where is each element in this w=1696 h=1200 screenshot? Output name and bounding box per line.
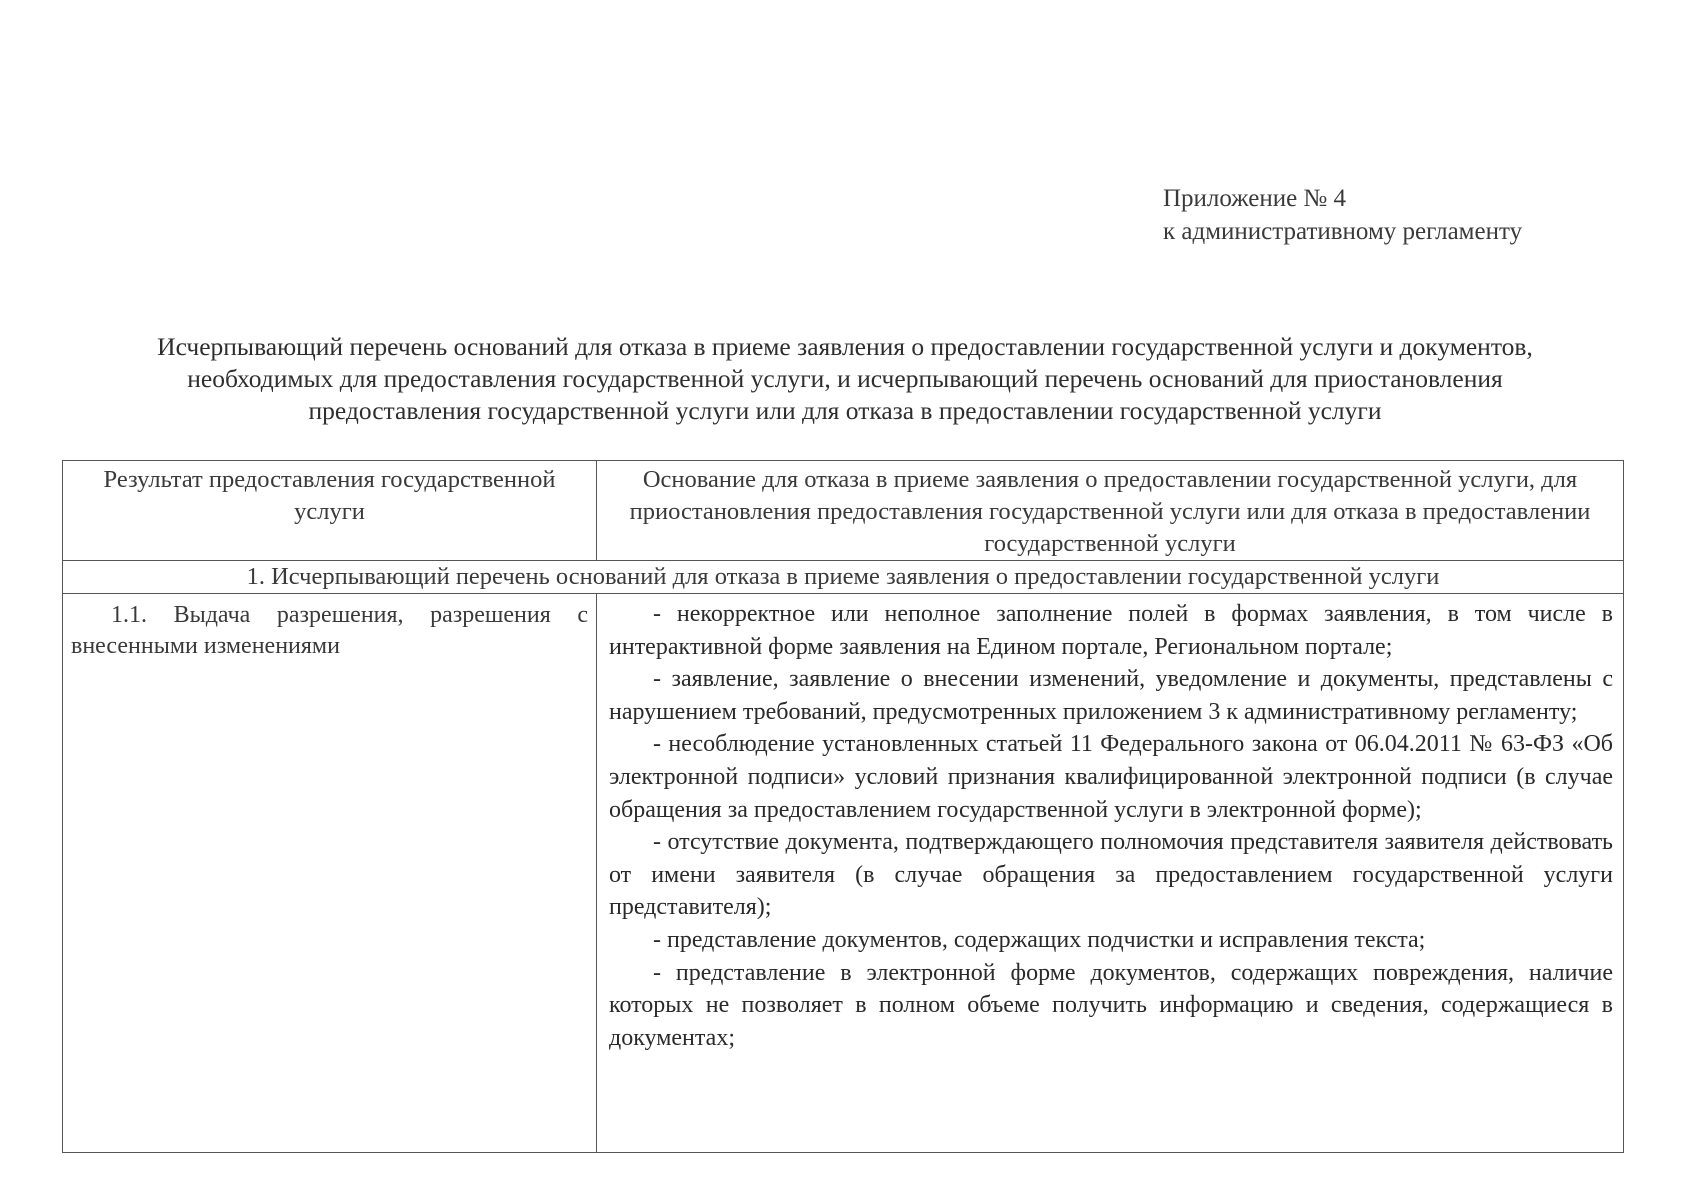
header-result: Результат предоставления государственной услуги — [63, 461, 597, 561]
appendix-number: Приложение № 4 — [1163, 185, 1347, 212]
grounds-table — [62, 460, 1624, 1153]
reason-item: - представление документов, содержащих подчистки и исправления текста; — [653, 926, 1426, 953]
header-grounds: Основание для отказа в приеме заявления о предоставлении государственной услуги, для приостановления предоставления государственной услуги или для отказа в предоставлении государственной услуги — [597, 461, 1624, 561]
section-title: 1. Исчерпывающий перечень оснований для отказа в приеме заявления о предоставлении государственной услуги — [63, 561, 1624, 594]
reason-item: - некорректное или неполное заполнение полей в формах заявления, в том числе в интерактивной форме заявления на Едином портале, Региональном портале; — [609, 601, 1613, 660]
document-title: Исчерпывающий перечень оснований для отказа в приеме заявления о предоставлении государственной услуги и документов, необходимых для предоставления государственной услуги, и исчерпывающий перечень оснований для приостановления предоставления государственной услуги или для отказа в предоставлении государственной услуги — [157, 332, 1533, 425]
reason-item: - отсутствие документа, подтверждающего полномочия представителя заявителя действовать от имени заявителя (в случае обращения за предоставлением государственной услуги представителя); — [609, 829, 1613, 921]
section-row — [63, 561, 1624, 594]
table-row — [63, 594, 1624, 1153]
service-result-cell: 1.1. Выдача разрешения, разрешения с внесенными изменениями — [63, 594, 597, 1153]
appendix-reference: к административному регламенту — [1163, 218, 1523, 245]
appendix-header — [1163, 182, 1522, 248]
reason-item: - заявление, заявление о внесении изменений, уведомление и документы, представлены с нарушением требований, предусмотренных приложением 3 к административному регламенту; — [609, 666, 1613, 725]
reason-item: - несоблюдение установленных статьей 11 Федерального закона от 06.04.2011 № 63-ФЗ «Об электронной подписи» условий признания квалифицированной электронной подписи (в случае обращения за предоставлением государственной услуги в электронной форме); — [609, 731, 1613, 823]
reason-item: - представление в электронной форме документов, содержащих повреждения, наличие которых не позволяет в полном объеме получить информацию и сведения, содержащиеся в документах; — [609, 959, 1613, 1051]
table-header-row — [63, 461, 1624, 561]
reasons-cell — [597, 594, 1624, 1153]
